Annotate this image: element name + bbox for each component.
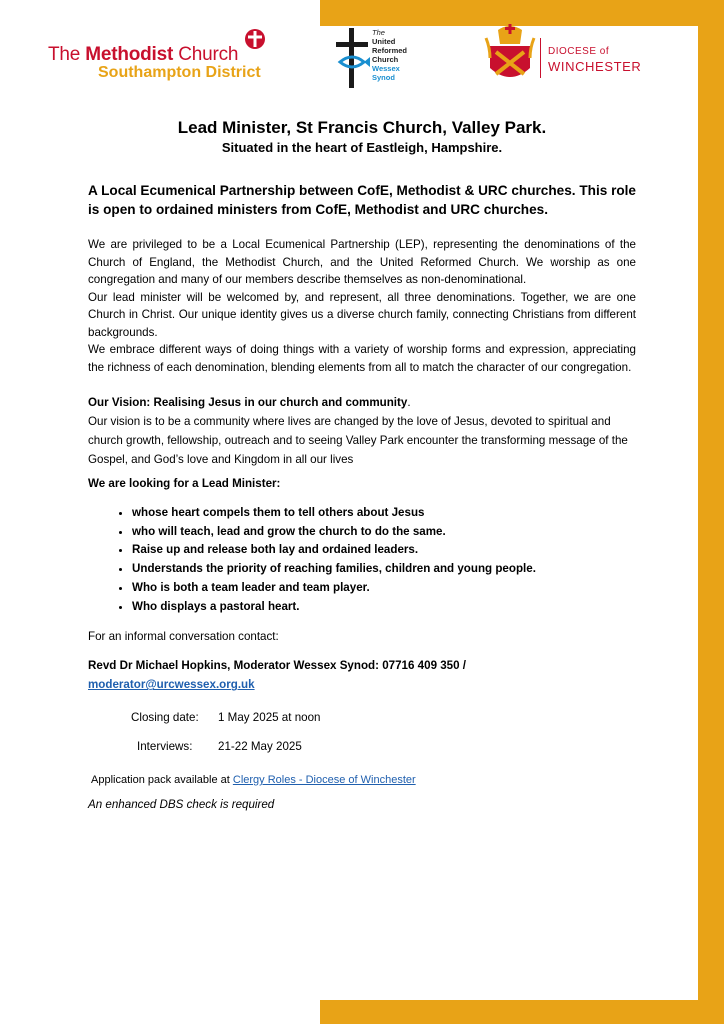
urc-text-line: Wessex	[372, 64, 400, 73]
description-block	[88, 236, 636, 376]
closing-date-value: 1 May 2025 at noon	[218, 711, 321, 725]
urc-logo-text	[372, 28, 407, 82]
dbs-notice: An enhanced DBS check is required	[88, 798, 275, 812]
urc-logo	[334, 26, 444, 96]
requirement-item: • Who is both a team leader and team player.	[132, 579, 636, 598]
methodist-logo	[48, 28, 278, 88]
contact-email-link[interactable]: moderator@urcwessex.org.uk	[88, 678, 255, 692]
winchester-divider	[540, 38, 541, 78]
contact-name: Revd Dr Michael Hopkins, Moderator Wessex Synod: 07716 409 350 /	[88, 659, 467, 673]
interviews-label: Interviews:	[137, 740, 193, 754]
urc-text-line: Church	[372, 55, 399, 64]
requirement-item: • Raise up and release both lay and ordained leaders.	[132, 541, 636, 560]
page-frame-right	[698, 0, 724, 1024]
methodist-orb-cross-icon	[244, 28, 266, 50]
vision-text: Our vision is to be a community where lives are changed by the love of Jesus, devoted to spiritual and church growth, fellowship, outreach and to seeing Valley Park encounter the transforming message of the Gospel, and God’s love and Kingdom in all our lives	[88, 415, 628, 466]
diocese-crest-icon	[484, 24, 536, 88]
contact-intro: For an informal conversation contact:	[88, 630, 279, 644]
closing-date-row	[88, 711, 636, 731]
requirement-item: • Understands the priority of reaching families, children and young people.	[132, 560, 636, 579]
requirement-item: • Who displays a pastoral heart.	[132, 598, 636, 617]
clergy-roles-link[interactable]: Clergy Roles - Diocese of Winchester	[232, 774, 416, 787]
urc-text-line: Reformed	[372, 46, 408, 55]
requirements-list	[88, 504, 636, 616]
winchester-logo-line1: DIOCESE of	[548, 46, 610, 57]
urc-text-line: Synod	[372, 73, 395, 82]
description-paragraph: Our lead minister will be welcomed by, and represent, all three denominations. Together, we are one Church in Christ. Our unique identity gives us a diverse church family, connecting Christians from different backgrounds.	[88, 290, 636, 339]
vision-heading: Our Vision: Realising Jesus in our church and community.	[88, 396, 411, 409]
description-paragraph: We are privileged to be a Local Ecumenical Partnership (LEP), representing the denominations of the Church of England, the Methodist Church, and the United Reformed Church. We worship as one congregation and many of our members describe themselves as non-denominational.	[88, 238, 636, 286]
requirement-item: • who will teach, lead and grow the church to do the same.	[132, 523, 636, 542]
application-pack-line	[91, 774, 636, 786]
contact-details	[88, 656, 636, 694]
methodist-logo-line1: The Methodist Church	[48, 44, 239, 65]
winchester-logo	[484, 24, 654, 90]
page-frame-bottom	[320, 1000, 724, 1024]
urc-text-line: The	[372, 28, 385, 37]
page-subtitle: Situated in the heart of Eastleigh, Hampshire.	[221, 140, 503, 155]
interviews-value: 21-22 May 2025	[218, 740, 302, 754]
intro-paragraph: A Local Ecumenical Partnership between CofE, Methodist & URC churches. This role is open to ordained ministers from CofE, Methodist and URC churches.	[88, 183, 636, 217]
requirement-item: • whose heart compels them to tell others about Jesus	[132, 504, 636, 523]
interviews-row	[88, 740, 636, 760]
page-title: Lead Minister, St Francis Church, Valley Park.	[177, 118, 547, 137]
closing-date-label: Closing date:	[131, 711, 199, 725]
urc-cross-fish-icon	[334, 26, 370, 90]
description-paragraph: We embrace different ways of doing things with a variety of worship forms and expression, appreciating the richness of each denomination, blending elements from all to match the character of our congregation.	[88, 343, 636, 374]
document-body	[88, 118, 636, 811]
application-text: Application pack available at	[91, 774, 233, 787]
winchester-logo-line2: WINCHESTER	[548, 59, 642, 74]
methodist-logo-line2: Southampton District	[98, 64, 261, 81]
urc-text-line: United	[372, 37, 396, 46]
looking-for-heading: We are looking for a Lead Minister:	[88, 477, 281, 490]
page-frame-top	[320, 0, 724, 26]
